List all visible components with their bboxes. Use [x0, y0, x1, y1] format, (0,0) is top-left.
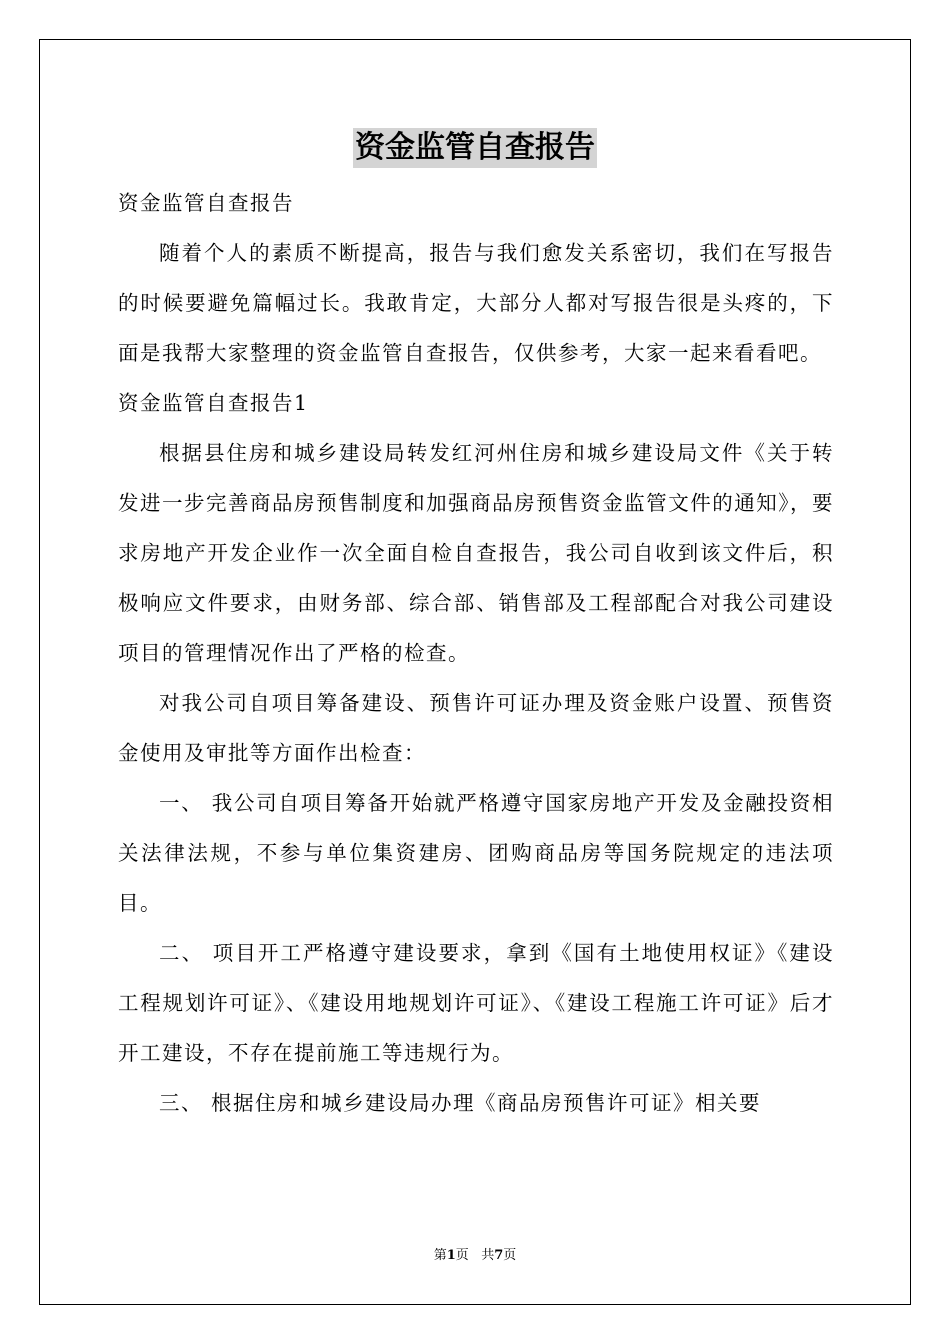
total-unit: 页: [503, 1248, 517, 1263]
total-prefix: 共: [481, 1248, 495, 1263]
page-footer: [0, 1247, 950, 1265]
paragraph-section-heading: 资金监管自查报告1: [118, 391, 309, 415]
paragraph-item-two: 二、 项目开工严格遵守建设要求，拿到《国有土地使用权证》《建设工程规划许可证》、《建设用地规划许可证》、《建设工程施工许可证》后才开工建设，不存在提前施工等违规行为。: [118, 941, 834, 1065]
paragraph-subtitle: 资金监管自查报告: [118, 191, 294, 215]
paragraph-item-three: 三、 根据住房和城乡建设局办理《商品房预售许可证》相关要: [159, 1091, 762, 1115]
paragraph-inspection-scope: 对我公司自项目筹备建设、预售许可证办理及资金账户设置、预售资金使用及审批等方面作出检查：: [118, 691, 834, 765]
paragraph-background: 根据县住房和城乡建设局转发红河州住房和城乡建设局文件《关于转发进一步完善商品房预售制度和加强商品房预售资金监管文件的通知》，要求房地产开发企业作一次全面自检自查报告，我公司自收到该文件后，积极响应文件要求，由财务部、综合部、销售部及工程部配合对我公司建设项目的管理情况作出了严格的检查。: [118, 441, 834, 665]
page-current: 1: [446, 1248, 456, 1263]
paragraph-item-one: 一、 我公司自项目筹备开始就严格遵守国家房地产开发及金融投资相关法律法规，不参与单位集资建房、团购商品房等国务院规定的违法项目。: [118, 791, 834, 915]
title-container: [0, 128, 950, 168]
page-prefix: 第: [433, 1248, 447, 1263]
page-unit: 页: [455, 1248, 469, 1263]
document-title: 资金监管自查报告: [353, 128, 597, 168]
document-body: [118, 178, 834, 1128]
page-total: 7: [494, 1248, 504, 1263]
paragraph-intro: 随着个人的素质不断提高，报告与我们愈发关系密切，我们在写报告的时候要避免篇幅过长。我敢肯定，大部分人都对写报告很是头疼的，下面是我帮大家整理的资金监管自查报告，仅供参考，大家一起来看看吧。: [118, 241, 834, 365]
